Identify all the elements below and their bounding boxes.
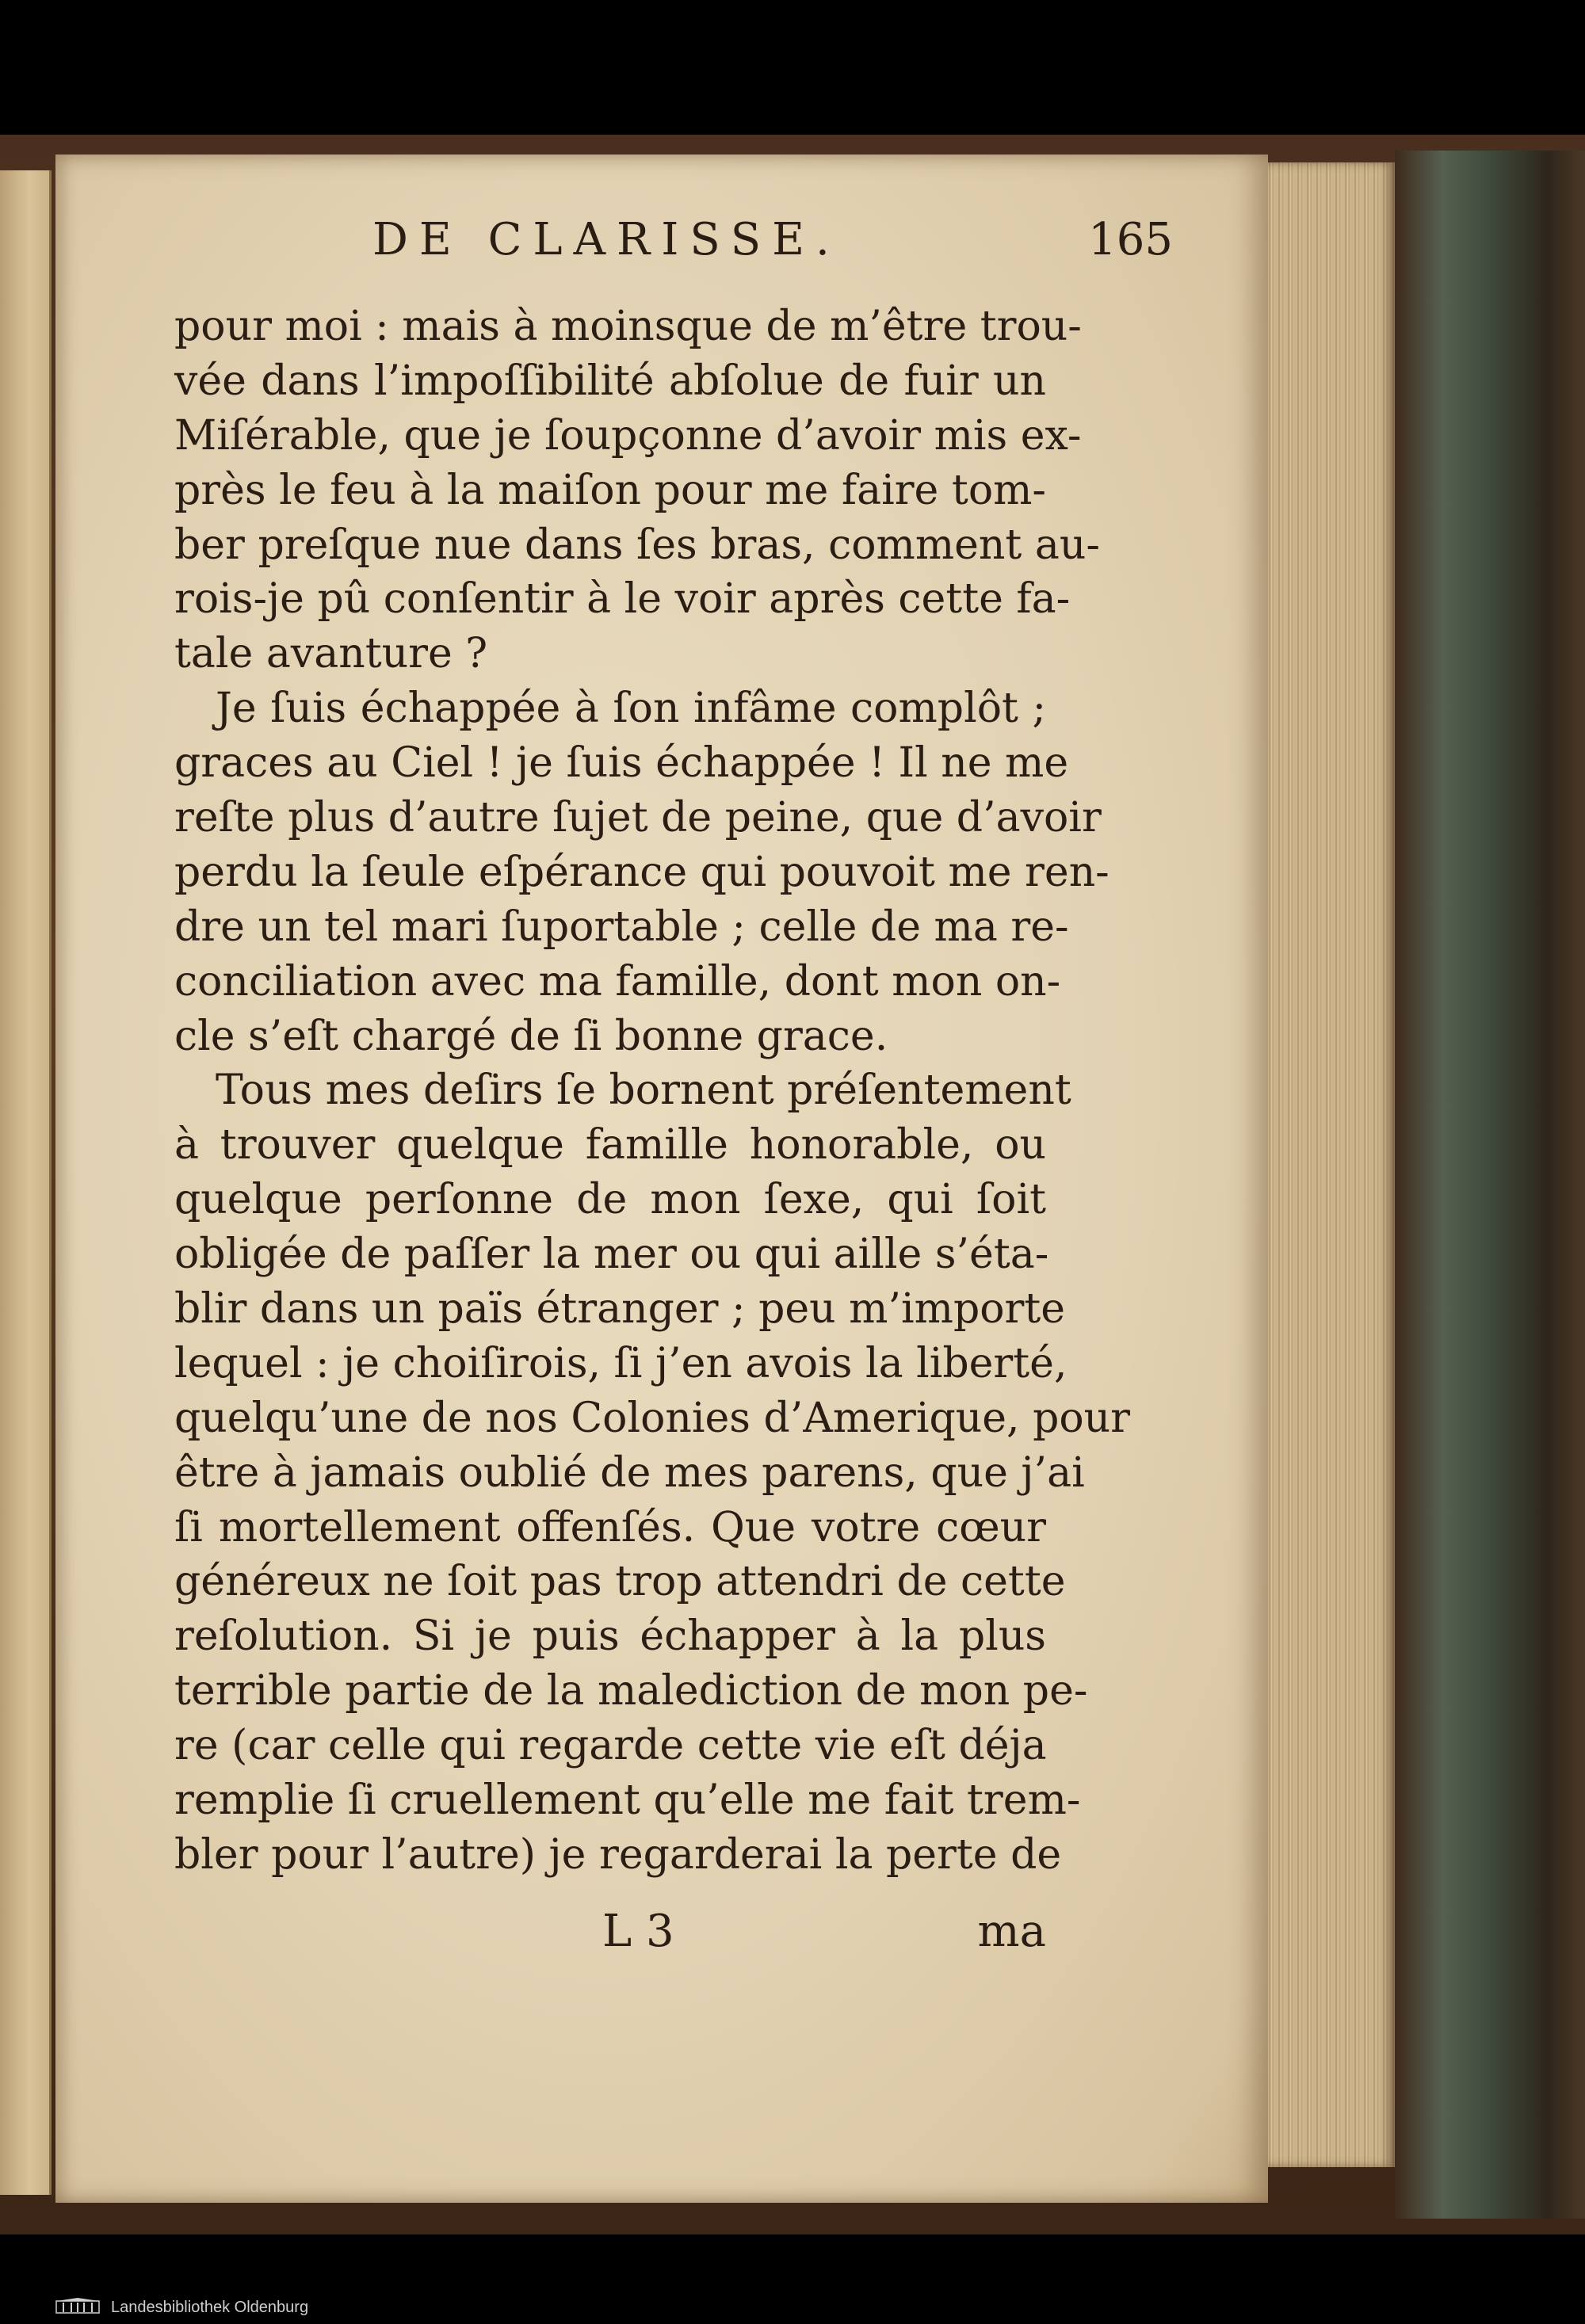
text-line: blir dans un païs étranger ; peu m’importe xyxy=(174,1285,1066,1334)
text-line: généreux ne ſoit pas trop attendri de cette xyxy=(174,1558,1066,1606)
book-cover-edge xyxy=(1395,151,1585,2219)
signature-mark: L 3 xyxy=(602,1906,674,1957)
text-line: rois-je pû conſentir à le voir après cette fa- xyxy=(174,575,1071,624)
text-line: pour moi : mais à moinsque de m’être trou- xyxy=(174,303,1082,350)
page-footer xyxy=(174,1906,1046,1961)
page-header xyxy=(372,214,1173,277)
text-line: vée dans l’impoſſibilité abſolue de fuir un xyxy=(174,357,1046,405)
text-line: terrible partie de la malediction de mon pe- xyxy=(174,1667,1088,1715)
page-number: 165 xyxy=(1088,214,1173,265)
text-line: Je ſuis échappée à ſon infâme complôt ; xyxy=(216,685,1046,733)
library-stamp-bar xyxy=(0,2290,1585,2324)
catchword: ma xyxy=(977,1906,1046,1957)
text-line: à trouver quelque famille honorable, ou xyxy=(174,1121,1046,1170)
text-line: lequel : je choiſirois, ſi j’en avois la liberté, xyxy=(174,1339,1067,1387)
text-line: Miſérable, que je ſoupçonne d’avoir mis ex- xyxy=(174,411,1082,460)
text-line: reſte plus d’autre ſujet de peine, que d’avoir xyxy=(174,794,1102,842)
text-line: quelque perſonne de mon ſexe, qui ſoit xyxy=(174,1176,1046,1224)
facing-page-edge xyxy=(0,170,52,2195)
text-line: être à jamais oublié de mes parens, que j’ai xyxy=(174,1448,1085,1497)
text-line: re (car celle qui regarde cette vie eſt déja xyxy=(174,1722,1047,1770)
text-line: obligée de paſſer la mer ou qui aille s’éta- xyxy=(174,1231,1049,1279)
text-line: dre un tel mari ſuportable ; celle de ma re- xyxy=(174,903,1069,951)
text-line: cle s’eſt chargé de ſi bonne grace. xyxy=(174,1012,888,1060)
body-text xyxy=(174,300,1131,1883)
text-line: tale avanture ? xyxy=(174,630,488,678)
running-title: DE CLARISSE. xyxy=(372,214,841,265)
text-line: près le feu à la maiſon pour me faire tom- xyxy=(174,466,1046,514)
library-building-icon xyxy=(55,2298,100,2314)
text-line: Tous mes deſirs ſe bornent préſentement xyxy=(216,1067,1071,1115)
library-name: Landesbibliothek Oldenburg xyxy=(111,2299,309,2316)
text-line: reſolution. Si je puis échapper à la plus xyxy=(174,1612,1046,1661)
text-line: remplie ſi cruellement qu’elle me fait trem- xyxy=(174,1776,1081,1825)
text-line: quelqu’une de nos Colonies d’Amerique, pour xyxy=(174,1394,1131,1442)
text-line: perdu la ſeule eſpérance qui pouvoit me ren- xyxy=(174,848,1110,896)
text-line: ber preſque nue dans ſes bras, comment au- xyxy=(174,521,1100,569)
text-line: conciliation avec ma famille, dont mon on- xyxy=(174,957,1061,1006)
page-block-edges xyxy=(1264,162,1395,2167)
text-line: bler pour l’autre) je regarderai la perte de xyxy=(174,1830,1062,1879)
text-line: graces au Ciel ! je ſuis échappée ! Il ne me xyxy=(174,739,1069,788)
text-line: ſi mortellement offenſés. Que votre cœur xyxy=(174,1503,1046,1551)
